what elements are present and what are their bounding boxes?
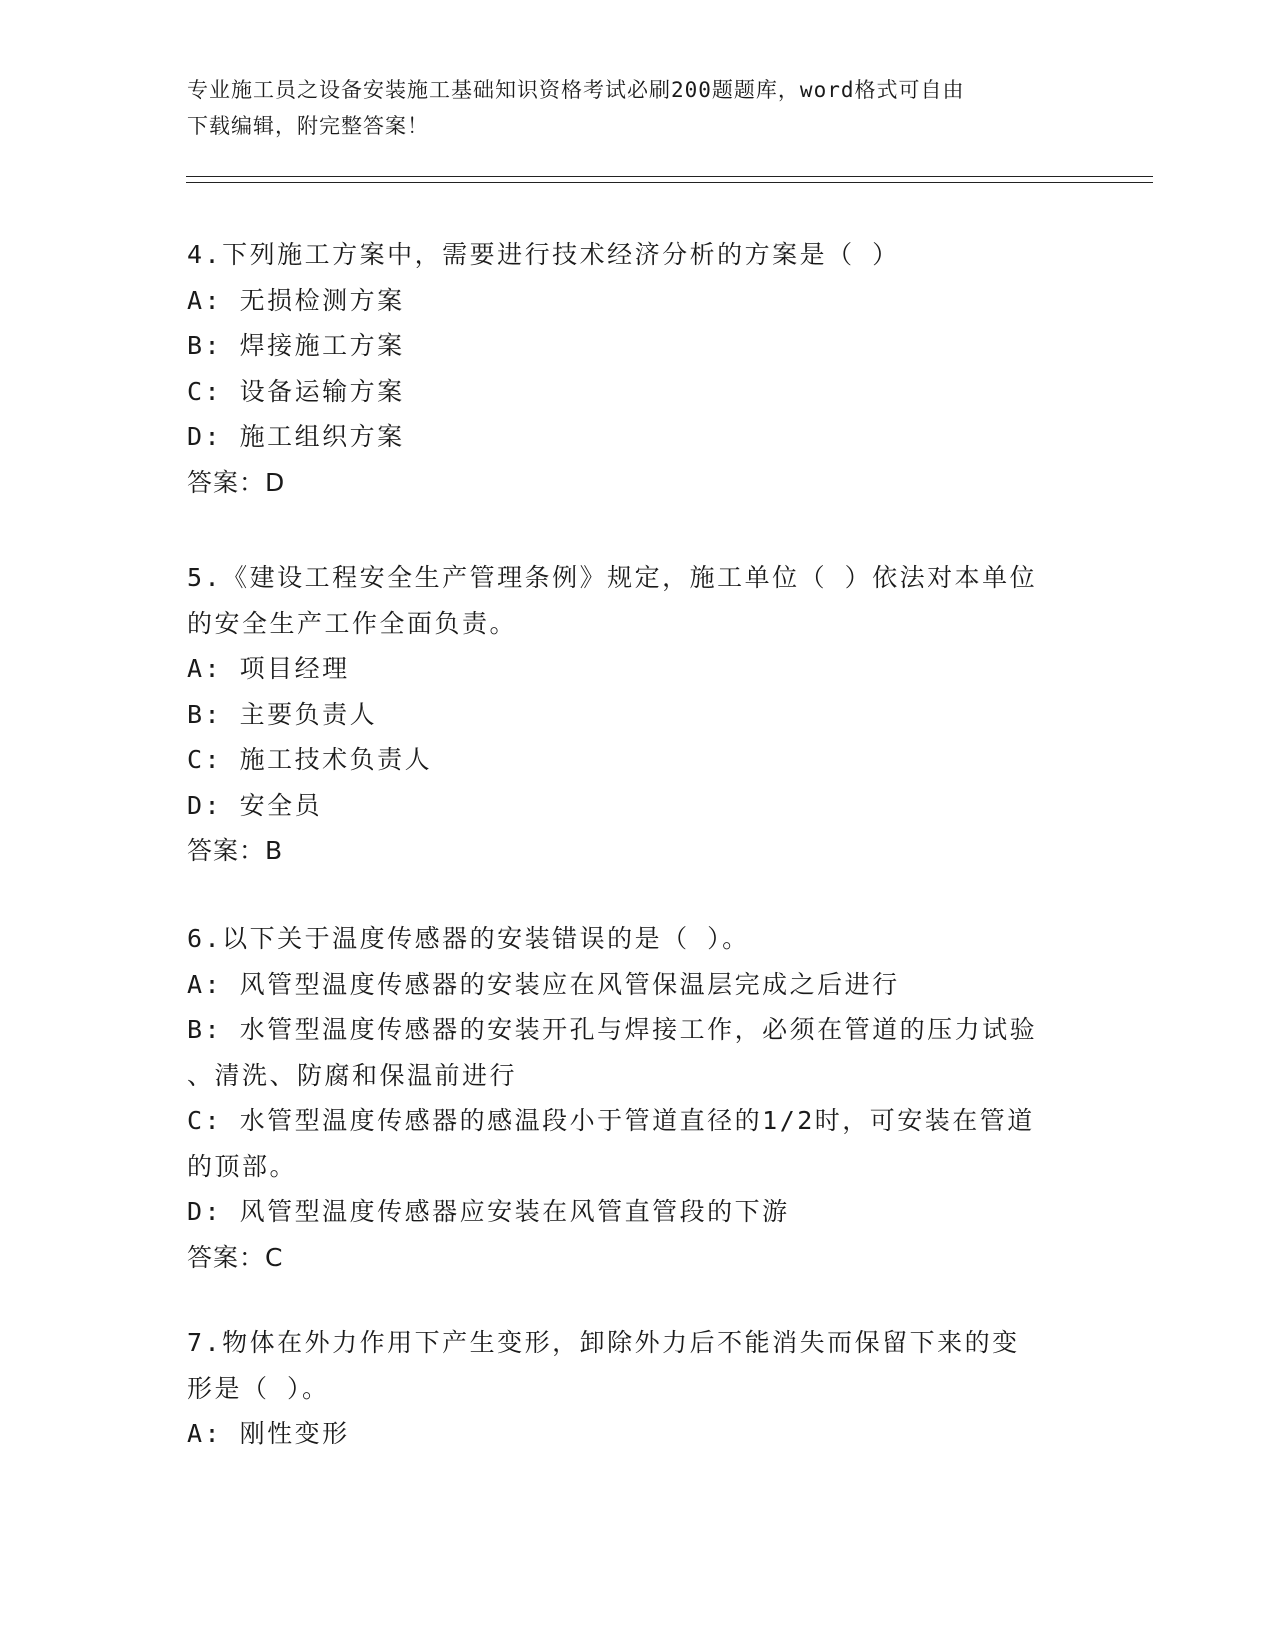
option-c: C: 设备运输方案 <box>187 376 405 406</box>
option-a: A: 刚性变形 <box>187 1419 350 1448</box>
option-c: C: 施工技术负责人 <box>187 745 433 774</box>
answer-label: 答案：C <box>187 1242 284 1272</box>
option-c-continued: 的顶部。 <box>187 1151 298 1181</box>
header-line-1: 专业施工员之设备安装施工基础知识资格考试必刷200题题库，word格式可自由 <box>187 78 965 102</box>
option-b: B: 水管型温度传感器的安装开孔与焊接工作，必须在管道的压力试验 <box>187 1015 1038 1044</box>
document-header <box>187 72 1087 144</box>
option-c: C: 水管型温度传感器的感温段小于管道直径的1/2时，可安装在管道 <box>187 1106 1035 1135</box>
header-line-2: 下载编辑，附完整答案！ <box>187 114 429 138</box>
question-stem: 5.《建设工程安全生产管理条例》规定，施工单位（ ）依法对本单位 <box>187 563 1038 592</box>
option-d: D: 风管型温度传感器应安装在风管直管段的下游 <box>187 1197 790 1226</box>
header-divider <box>186 176 1153 183</box>
question-6 <box>187 916 1087 1280</box>
question-stem-continued: 的安全生产工作全面负责。 <box>187 608 518 638</box>
option-a: A: 项目经理 <box>187 654 350 683</box>
question-5 <box>187 555 1087 874</box>
question-7 <box>187 1320 1087 1457</box>
option-a: A: 风管型温度传感器的安装应在风管保温层完成之后进行 <box>187 969 900 999</box>
question-4 <box>187 232 1087 505</box>
question-stem: 6.以下关于温度传感器的安装错误的是（ ）。 <box>187 924 750 953</box>
option-b-continued: 、清洗、防腐和保温前进行 <box>187 1060 518 1090</box>
option-d: D: 施工组织方案 <box>187 422 405 451</box>
option-b: B: 主要负责人 <box>187 699 378 729</box>
option-d: D: 安全员 <box>187 790 323 820</box>
answer-label: 答案：D <box>187 467 286 497</box>
question-stem: 4.下列施工方案中，需要进行技术经济分析的方案是（ ） <box>187 240 900 269</box>
option-a: A: 无损检测方案 <box>187 285 405 315</box>
answer-label: 答案：B <box>187 836 284 865</box>
option-b: B: 焊接施工方案 <box>187 331 405 360</box>
question-stem: 7.物体在外力作用下产生变形，卸除外力后不能消失而保留下来的变 <box>187 1328 1020 1357</box>
question-stem-continued: 形是（ ）。 <box>187 1373 330 1403</box>
